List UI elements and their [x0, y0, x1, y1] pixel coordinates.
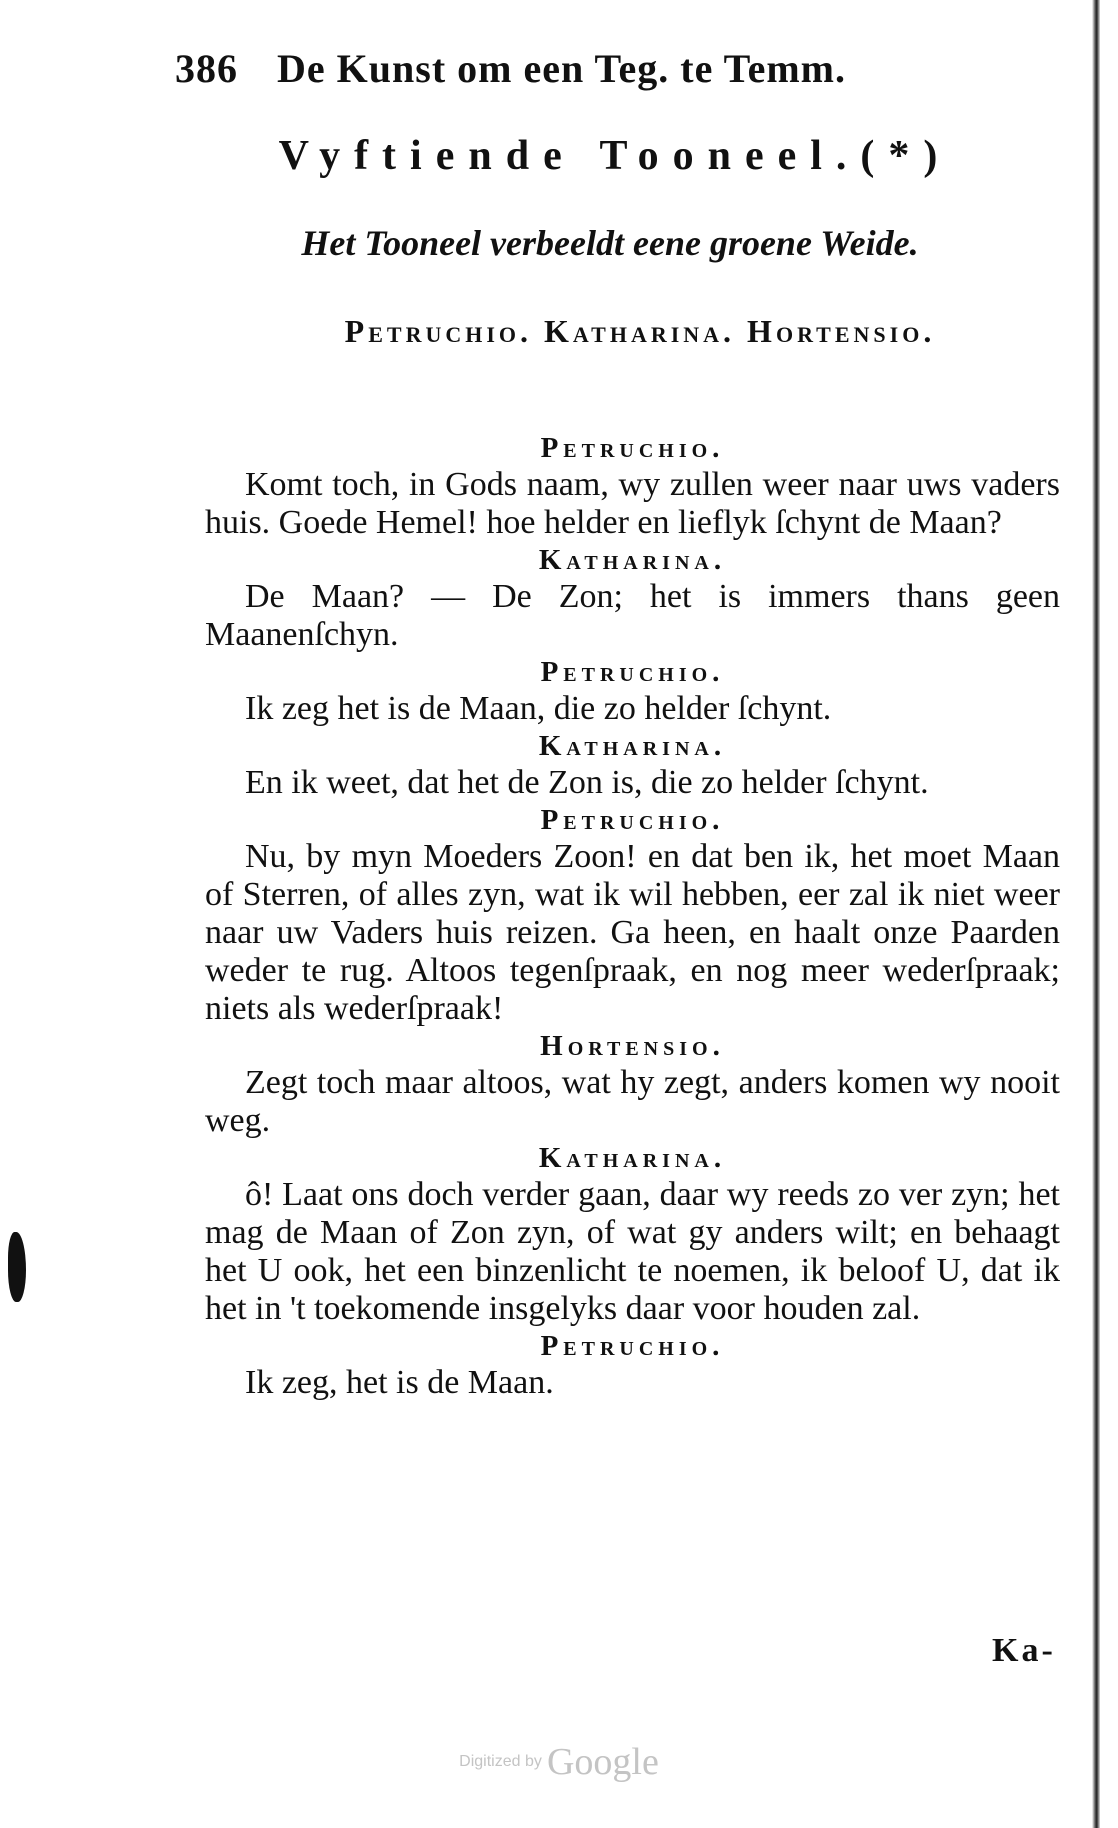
speaker-name: Petruchio.	[540, 1330, 725, 1362]
catchword: Ka-	[992, 1632, 1056, 1669]
speaker-name: Katharina.	[538, 544, 727, 576]
running-title: De Kunst om een Teg. te Temm.	[277, 46, 846, 91]
speech: Ik zeg, het is de Maan.	[245, 1364, 554, 1401]
ink-blot	[8, 1232, 26, 1302]
page-number: 386	[175, 46, 238, 91]
running-header	[175, 45, 1015, 92]
speech: Komt toch, in Gods naam, wy zullen weer naar uws vaders huis. Goede Hemel! hoe helder en lieflyk ſchynt de Maan?	[205, 466, 1060, 541]
speech: ô! Laat ons doch verder gaan, daar wy reeds zo ver zyn; het mag de Maan of Zon zyn, of wat gy anders wilt; en behaagt het U ook, het een binzenlicht te noemen, ik beloof U, dat ik het in 't toekomende insgelyks daar voor houden zal.	[205, 1176, 1060, 1327]
speaker-name: Katharina.	[538, 730, 727, 762]
digitized-label: Digitized by	[459, 1753, 542, 1770]
speech: Ik zeg het is de Maan, die zo helder ſchynt.	[245, 690, 832, 727]
speaker-name: Hortensio.	[540, 1030, 725, 1062]
stage-direction: Het Tooneel verbeeldt eene groene Weide.	[301, 223, 919, 263]
speech: Nu, by myn Moeders Zoon! en dat ben ik, het moet Maan of Sterren, of alles zyn, wat ik wil hebben, eer zal ik niet weer naar uw Vaders huis reizen. Ga heen, en haalt onze Paarden weder te rug. Altoos tegenſpraak, en nog meer wederſpraak; niets als wederſpraak!	[205, 838, 1060, 1027]
scene-title: Vyftiende Tooneel.(*)	[278, 133, 952, 179]
speech: De Maan? — De Zon; het is immers thans geen Maanenſchyn.	[205, 578, 1060, 653]
digitization-watermark	[0, 1740, 1118, 1784]
dialogue	[205, 430, 1060, 1402]
speaker-name: Petruchio.	[540, 804, 725, 836]
speaker-name: Petruchio.	[540, 656, 725, 688]
page-edge	[1092, 0, 1100, 1828]
speaker-name: Petruchio.	[540, 432, 725, 464]
cast-list: Petruchio. Katharina. Hortensio.	[344, 313, 936, 349]
speaker-name: Katharina.	[538, 1142, 727, 1174]
speech: Zegt toch maar altoos, wat hy zegt, anders komen wy nooit weg.	[205, 1064, 1060, 1139]
speech: En ik weet, dat het de Zon is, die zo helder ſchynt.	[245, 764, 929, 801]
watermark-brand: Google	[546, 1741, 659, 1783]
